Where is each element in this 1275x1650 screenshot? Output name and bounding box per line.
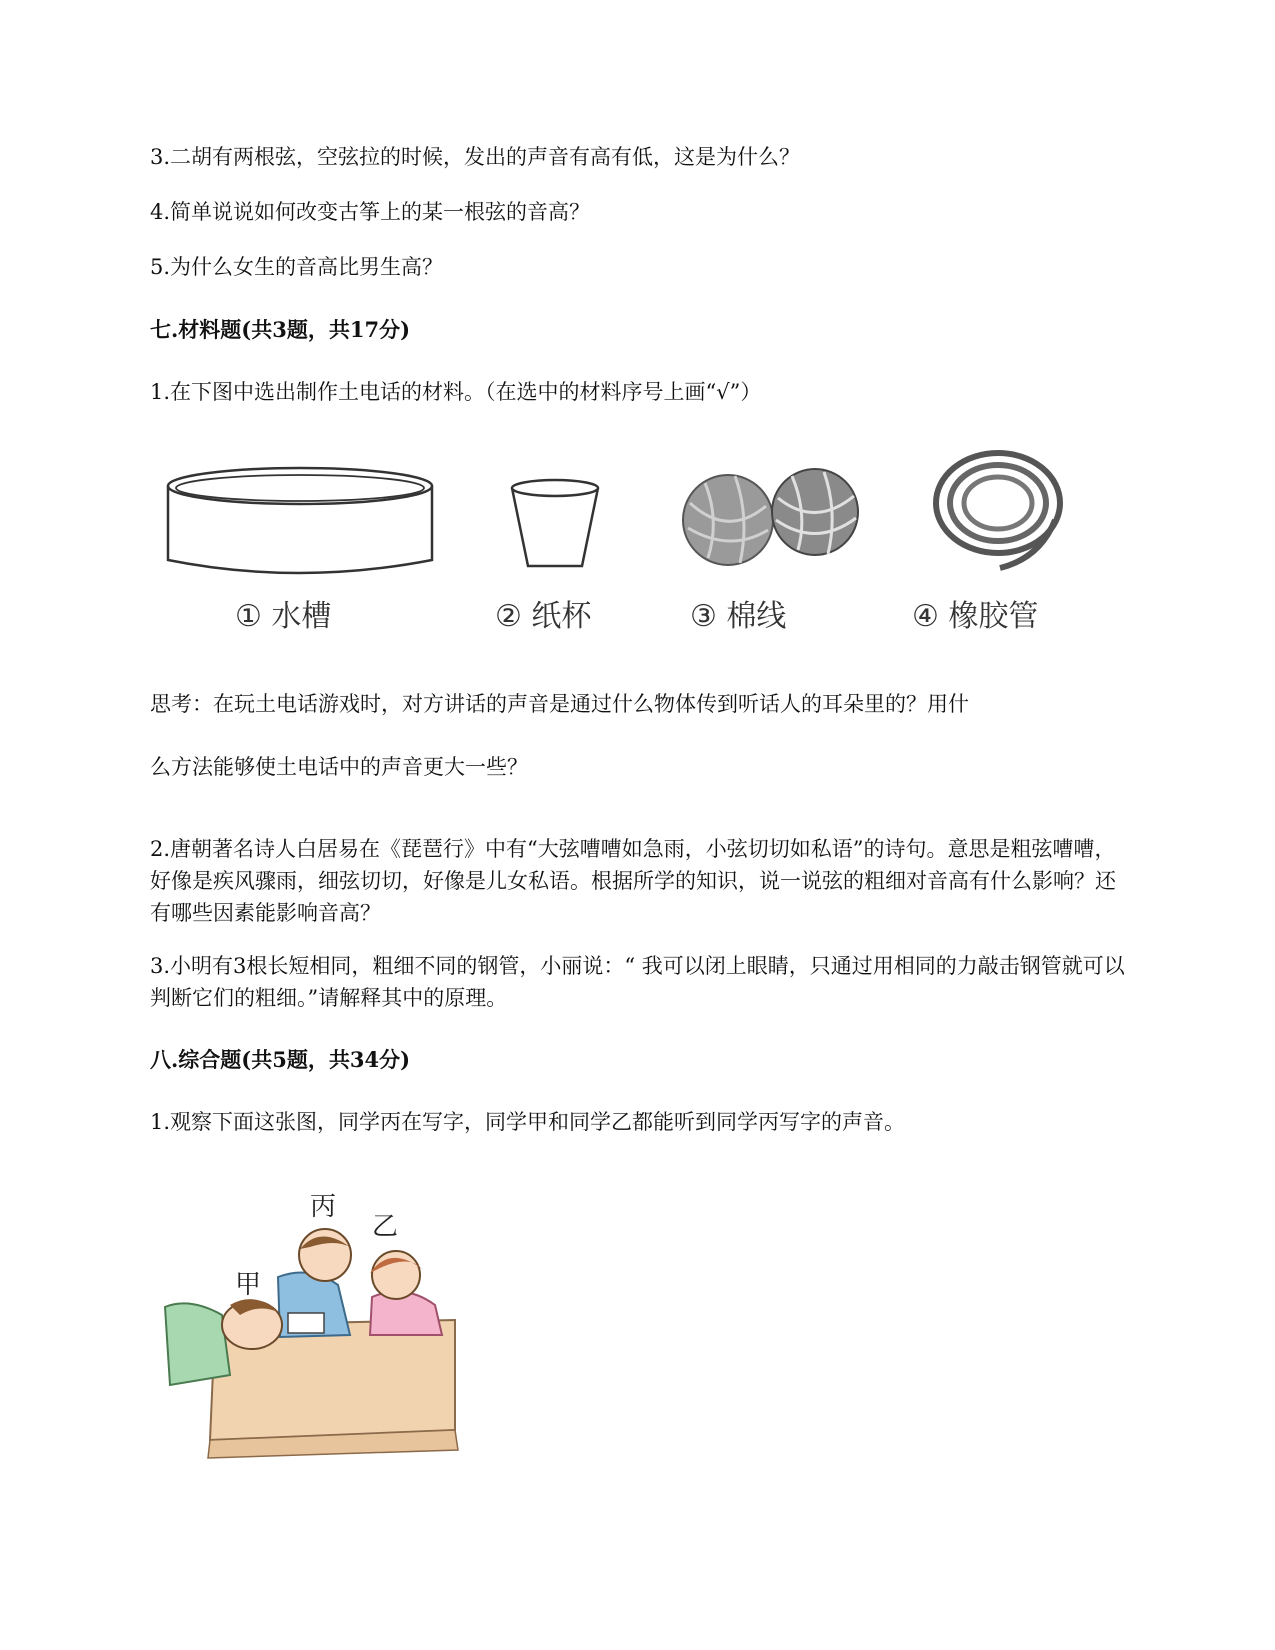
paper-cup-icon (512, 480, 598, 566)
cotton-thread-icon (683, 469, 858, 565)
material-label-3: ③ 棉线 (690, 599, 787, 634)
materials-figure (160, 458, 1120, 668)
question-7-1-prompt: 1.在下图中选出制作土电话的材料。（在选中的材料序号上画“√”） (150, 380, 762, 404)
label-jia: 甲 (235, 1270, 262, 1300)
water-trough-icon (168, 468, 432, 573)
student-bing-illustration (278, 1229, 351, 1337)
question-7-1-think-line1: 思考：在玩土电话游戏时，对方讲话的声音是通过什么物体传到听话人的耳朵里的？用什 (150, 692, 969, 716)
question-6-4: 4.简单说说如何改变古筝上的某一根弦的音高？ (150, 200, 591, 224)
material-label-2: ② 纸杯 (495, 599, 592, 634)
material-label-1: ① 水槽 (235, 599, 332, 634)
question-7-2: 2.唐朝著名诗人白居易在《琵琶行》中有“大弦嘈嘈如急雨，小弦切切如私语”的诗句。意思是粗弦嘈嘈，好像是疾风骤雨，细弦切切，好像是儿女私语。根据所学的知识，说一说弦的粗细对音高有什么影响？还有哪些因素能影响音高？ (150, 837, 1116, 925)
section-7-heading: 七.材料题(共3题，共17分) (150, 317, 411, 342)
students-figure (160, 1192, 490, 1475)
question-7-3: 3.小明有3根长短相同，粗细不同的钢管，小丽说：“ 我可以闭上眼睛，只通过用相同的力敲击钢管就可以判断它们的粗细。”请解释其中的原理。 (150, 954, 1125, 1010)
material-label-4: ④ 橡胶管 (912, 599, 1039, 634)
student-yi-illustration (370, 1251, 442, 1335)
question-7-1-think-line2: 么方法能够使土电话中的声音更大一些？ (150, 755, 528, 779)
section-8-heading: 八.综合题(共5题，共34分) (150, 1047, 411, 1072)
question-8-1-prompt: 1.观察下面这张图，同学丙在写字，同学甲和同学乙都能听到同学丙写字的声音。 (150, 1110, 906, 1134)
rubber-tube-icon (936, 453, 1060, 568)
question-6-3: 3.二胡有两根弦，空弦拉的时候，发出的声音有高有低，这是为什么？ (150, 145, 801, 169)
label-bing: 丙 (310, 1192, 337, 1222)
question-6-5: 5.为什么女生的音高比男生高？ (150, 255, 444, 279)
label-yi: 乙 (372, 1212, 399, 1242)
